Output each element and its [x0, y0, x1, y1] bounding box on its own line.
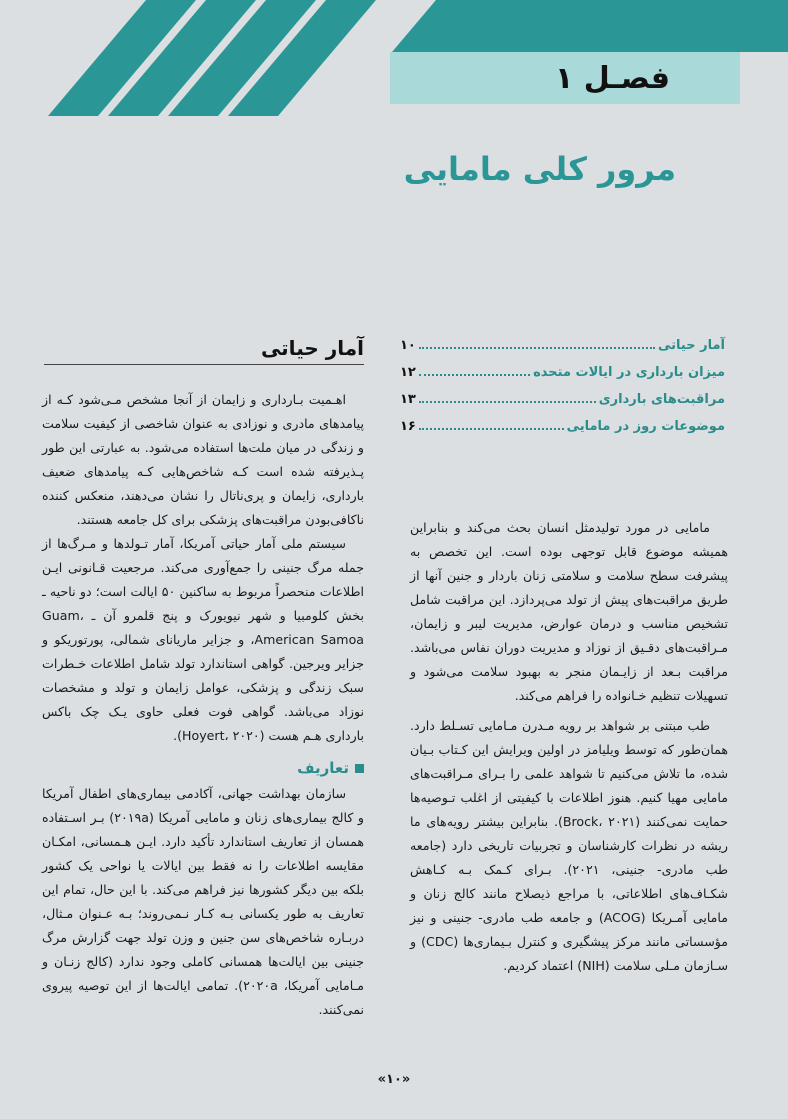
toc-leader — [419, 428, 564, 430]
toc-item[interactable] — [400, 365, 725, 392]
toc-item[interactable] — [400, 338, 725, 365]
section-heading: آمار حیاتی — [44, 336, 364, 365]
toc-label: آمار حیاتی — [658, 338, 725, 353]
toc-page: ۱۶ — [400, 419, 416, 434]
toc-leader — [419, 374, 530, 376]
square-bullet-icon — [355, 764, 364, 773]
chapter-label: فصـل ۱ — [555, 60, 670, 96]
toc-label: میزان بارداری در ایالات متحده — [533, 365, 725, 380]
right-column — [410, 516, 728, 978]
toc-leader — [419, 347, 655, 349]
page-number: «۱۰» — [377, 1072, 411, 1087]
toc-item[interactable] — [400, 392, 725, 419]
subheading-text: تعاریف — [297, 759, 349, 777]
chapter-bar — [390, 52, 740, 104]
table-of-contents — [400, 338, 725, 446]
left-column — [42, 388, 364, 1022]
chapter-title: مرور کلی مامایی — [403, 150, 676, 188]
paragraph: سازمان بهداشت جهانی، آکادمی بیماری‌های اطفال آمریکا و کالج بیماری‌های زنان و مامایی آمریکا (۲۰۱۹a) بـر اسـتفاده همسان از تعاریف استاندارد تأکید دارد. ایـن هـمسانی، امکـان مقایسه اطلاعات را نه فقط بین ایالات یا نواحی یک کشور بلکه بین دیگر کشورها نیز فراهم می‌کند. با این حال، تمام این تعاریف به طور یکسانی بـه کـار نـمی‌روند؛ بـه عـنوان مـثال، دربـاره شاخص‌های سن جنین و وزن تولد جهت گزارش مرگ جنینی بین ایالت‌ها همسانی کاملی وجود ندارد (کالج زنـان و مـامایی آمریکا، ۲۰۲۰a). تمامی ایالت‌ها از این توصیه پیروی نمی‌کنند. — [42, 786, 365, 1017]
toc-label: مراقبت‌های بارداری — [598, 392, 725, 407]
toc-label: موضوعات روز در مامایی — [566, 419, 725, 434]
stripe-5 — [392, 0, 788, 52]
toc-page: ۱۳ — [400, 392, 416, 407]
paragraph: طب مبتنی بر شواهد بر رویه مـدرن مـامایی تسـلط دارد. همان‌طور که توسط ویلیامز در اولین ویرایش این کـتاب بـیان شده، ما تلاش می‌کنیم تا شواهد علمی را بـرای مـراقبت‌های مامایی مهیا کنیم. هنوز اطلاعات با کیفیتی از اغلب تـوصیه‌ها حمایت نمی‌کنند (Brock، ۲۰۲۱). بنابراین بیشتر رویه‌های ما ریشه در نظرات کارشناسان و تجربیات تاریخی دارد (جامعه طب مادری- جنینی، ۲۰۲۱). بـرای کـمک بـه کـاهش شکـاف‌های اطلاعاتی، با مراجع ذیصلاح مانند کالج زنان و مامایی آمـریکا (ACOG) و جامعه طب مادری- جنینی و نیز مؤسساتی مانند مرکز پیشگیری و کنترل بـیماری‌ها (CDC) و سـازمان مـلی سلامت (NIH) اعتماد کردیم. — [410, 718, 729, 973]
paragraph: سیستم ملی آمار حیاتی آمریکا، آمار تـولدها و مـرگ‌ها از جمله مرگ جنینی را جمع‌آوری می‌کند. مرجعیت قـانونی ایـن اطلاعات منحصراً مربوط به ساکنین ۵۰ ایالت است؛ دو ناحیه ـ بخش کلومبیا و شهر نیویورک و پنج قلمرو آن ـ Guam، American Samoa، و جزایر ماریانای شمالی، پورتوریکو و جزایر ویرجین. گواهی استاندارد تولد شامل اطلاعات خـطرات سبک زندگی و پزشکی، عوامل زایمان و تولد و مشخصات نوزاد می‌باشد. گواهی فوت فعلی حاوی یـک چک باکس بارداری هـم هست (Hoyert، ۲۰۲۰). — [42, 536, 364, 743]
toc-item[interactable] — [400, 419, 725, 446]
toc-page: ۱۰ — [400, 338, 416, 353]
subheading — [42, 756, 364, 780]
toc-leader — [419, 401, 596, 403]
toc-page: ۱۲ — [400, 365, 416, 380]
paragraph: مامایی در مورد تولیدمثل انسان بحث می‌کند و بنابراین همیشه موضوع قابل توجهی بوده است. این تخصص به پیشرفت سطح سلامت و سلامتی زنان باردار و جنین آنها از طریق مراقبت‌های پیش از تولد می‌پردازد. این مراقبت شامل تشخیص مناسب و درمان عوارض، مدیریت لیبر و زایمان، مـراقبت‌های دقـیق از نوزاد و مدیریت دوران نفاس می‌باشد. مراقبت بـعد از زایـمان منجر به بهبود سلامت می‌شود و تسهیلات تنظیم خـانواده را فراهم می‌کند. — [410, 520, 728, 703]
paragraph: اهـمیت بـارداری و زایمان از آنجا مشخص مـی‌شود کـه از پیامدهای مادری و نوزادی به عنوان شاخصی از کیفیت سلامت و زندگی در میان ملت‌ها استفاده می‌شود. به عبارتی این طور پـذیرفته شده است کـه شاخص‌هایی کـه پیامدهای ضعیف بارداری، زایمان و پری‌ناتال را نشان می‌دهند، منعکس کننده ناکافی‌بودن مراقبت‌های پزشکی برای کل جامعه هستند. — [42, 392, 364, 527]
